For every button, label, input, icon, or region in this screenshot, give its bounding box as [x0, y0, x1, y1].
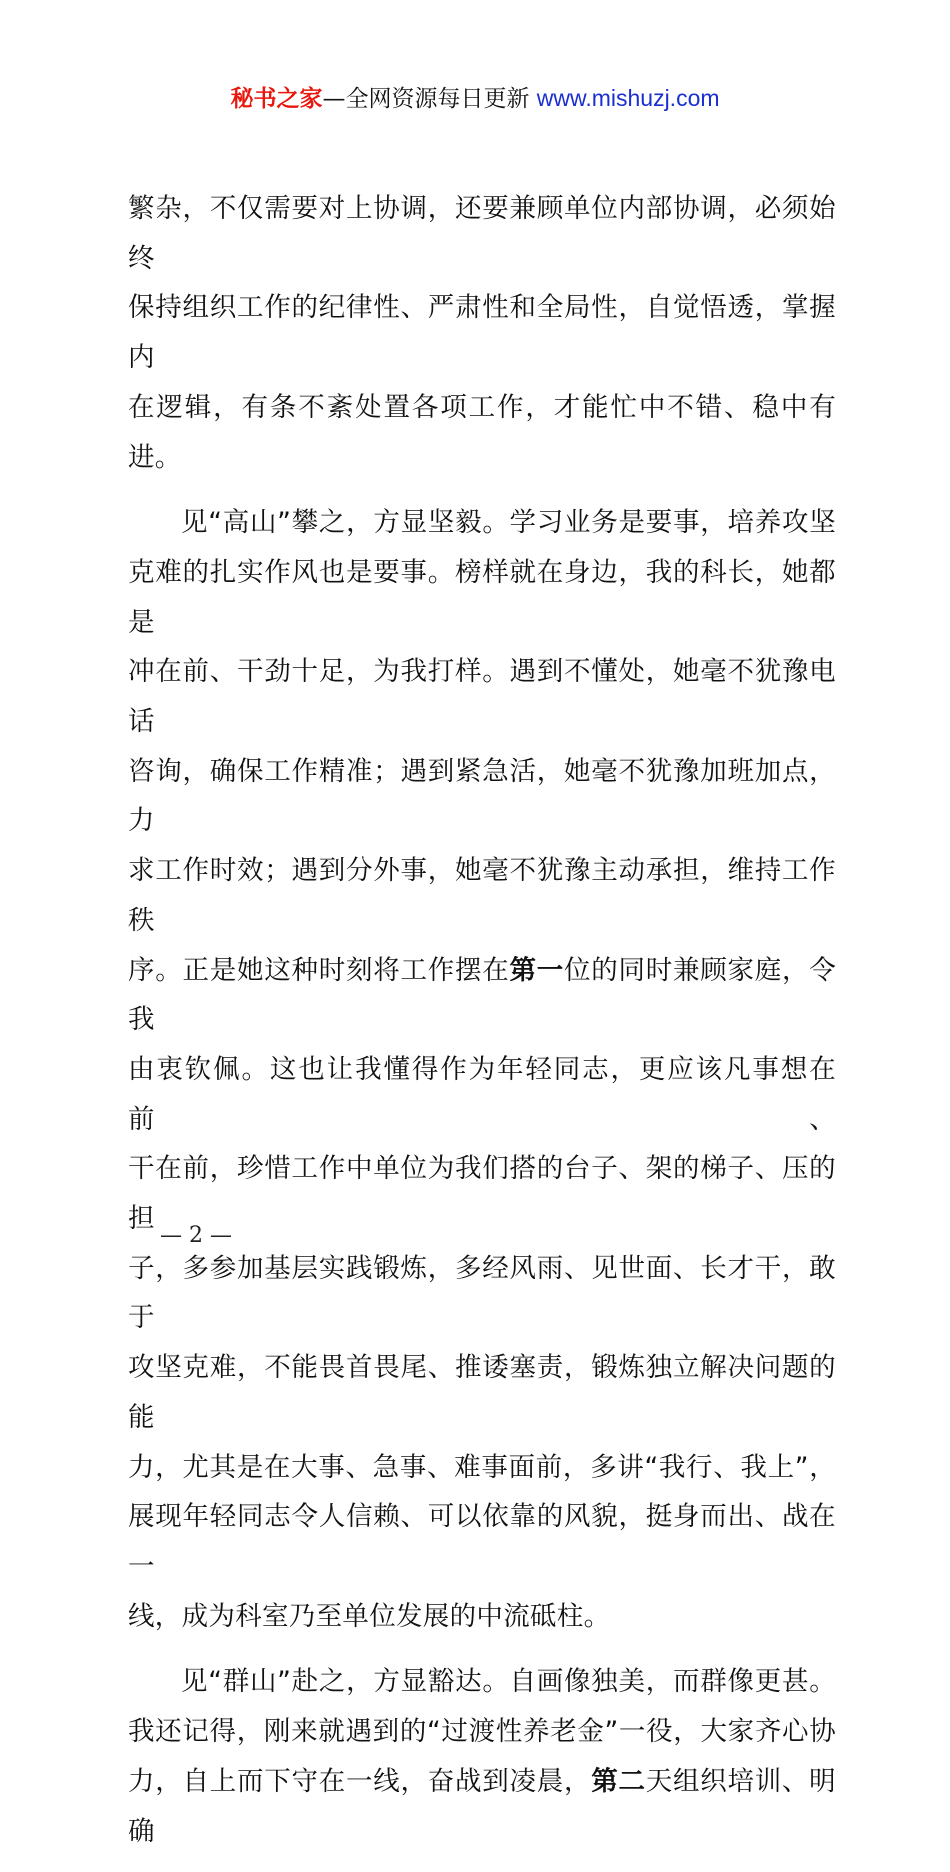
- text-line: 干在前，珍惜工作中单位为我们搭的台子、架的梯子、压的担: [128, 1153, 836, 1235]
- text-line: 我还记得，刚来就遇到的“过渡性养老金”一役，大家齐心协: [128, 1716, 836, 1748]
- text-line: 见“群山”赴之，方显豁达。自画像独美，而群像更甚。: [181, 1666, 836, 1698]
- text-segment: 位的同时兼顾家庭，令我: [128, 954, 836, 1036]
- site-tagline: —全网资源每日更新: [322, 86, 530, 112]
- text-line: 子，多参加基层实践锻炼，多经风雨、见世面、长才干，敢于: [128, 1252, 836, 1334]
- text-line: 保持组织工作的纪律性、严肃性和全局性，自觉悟透，掌握内: [128, 292, 836, 374]
- text-segment: 序。正是她这种时刻将工作摆在: [128, 954, 510, 986]
- text-line: 冲在前、干劲十足，为我打样。遇到不懂处，她毫不犹豫电话: [128, 656, 836, 738]
- text-line-mixed: [128, 1757, 836, 1856]
- text-segment: 天组织培训、明确: [128, 1765, 836, 1847]
- paragraph-3: [128, 1657, 836, 1856]
- site-header: [0, 80, 950, 113]
- text-line: 克难的扎实作风也是要事。榜样就在身边，我的科长，她都是: [128, 556, 836, 638]
- document-body: [128, 184, 836, 1872]
- text-line-mixed: [128, 946, 836, 1045]
- site-url-link[interactable]: www.mishuzj.com: [536, 85, 720, 111]
- text-line: 线，成为科室乃至单位发展的中流砥柱。: [128, 1600, 611, 1632]
- text-line: 咨询，确保工作精准；遇到紧急活，她毫不犹豫加班加点，力: [128, 755, 836, 837]
- paragraph-2: [128, 498, 836, 1641]
- text-line: 在逻辑，有条不紊处置各项工作，才能忙中不错、稳中有进。: [128, 391, 836, 473]
- text-line: 繁杂，不仅需要对上协调，还要兼顾单位内部协调，必须始终: [128, 193, 836, 274]
- text-line: 力，尤其是在大事、急事、难事面前，多讲“我行、我上”，: [128, 1451, 836, 1483]
- text-line: 攻坚克难，不能畏首畏尾、推诿塞责，锻炼独立解决问题的能: [128, 1352, 836, 1433]
- site-brand: 秘书之家: [230, 86, 323, 112]
- text-line: 由衷钦佩。这也让我懂得作为年轻同志，更应该凡事想在前、: [128, 1053, 836, 1135]
- bold-text: 第二: [591, 1765, 646, 1797]
- text-segment: 力，自上而下守在一线，奋战到凌晨，: [128, 1765, 592, 1797]
- bold-text: 第一: [509, 954, 564, 986]
- page-number: — 2 —: [160, 1223, 232, 1248]
- text-line: 见“高山”攀之，方显坚毅。学习业务是要事，培养攻坚: [181, 507, 836, 539]
- paragraph-1: [128, 184, 836, 482]
- text-line: 展现年轻同志令人信赖、可以依靠的风貌，挺身而出、战在一: [128, 1501, 836, 1582]
- text-line: 求工作时效；遇到分外事，她毫不犹豫主动承担，维持工作秩: [128, 855, 836, 936]
